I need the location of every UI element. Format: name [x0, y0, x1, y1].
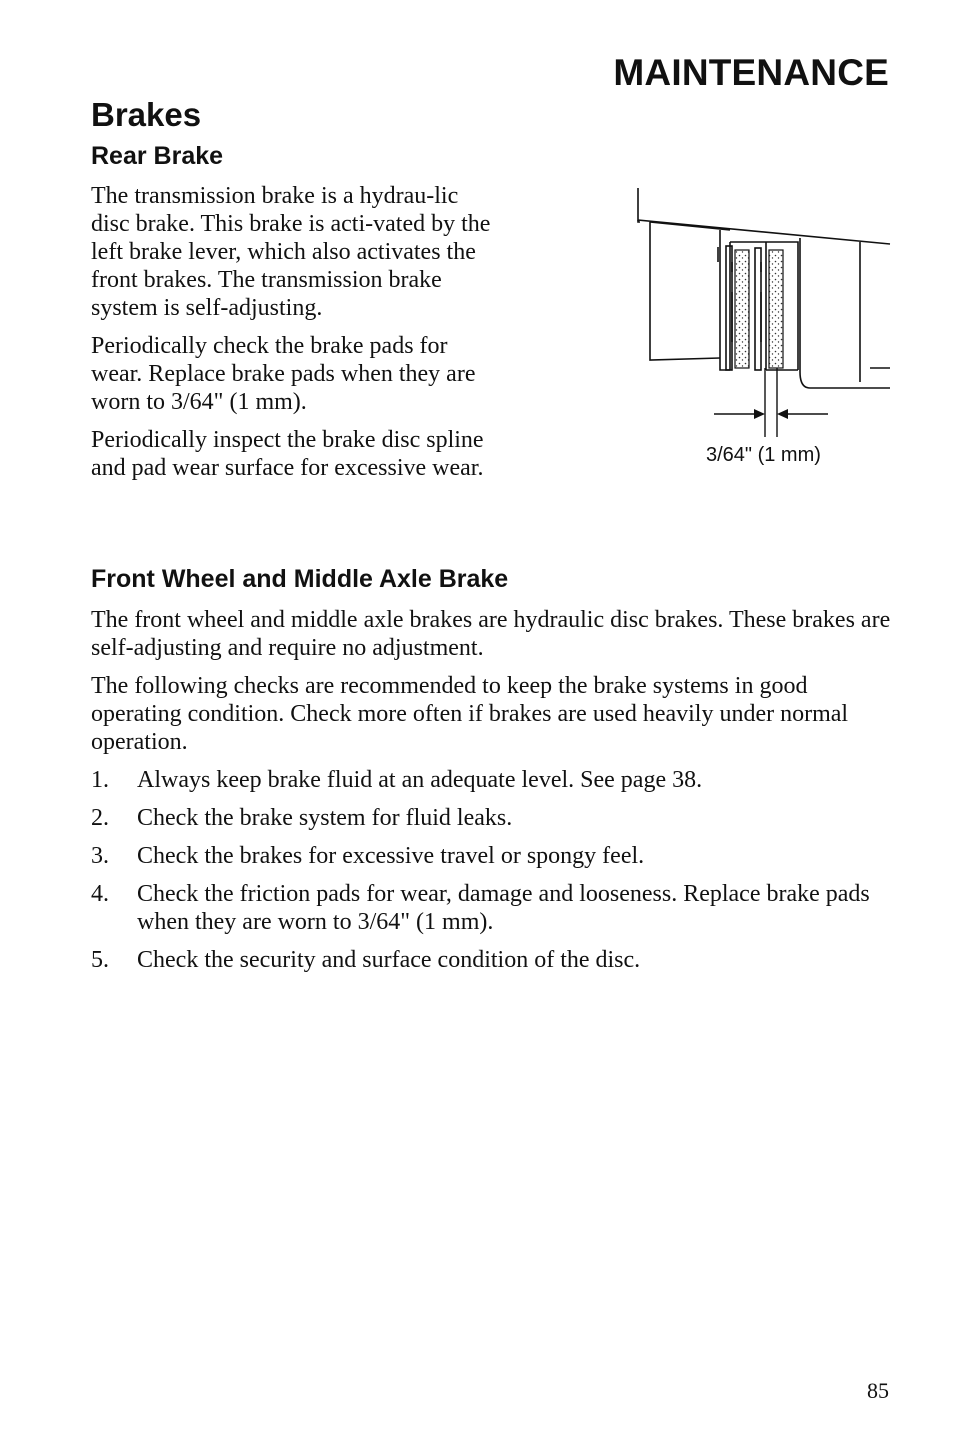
page-number: 85 [867, 1378, 889, 1403]
section-header: MAINTENANCE [613, 52, 889, 93]
rear-brake-paragraph-2: Periodically check the brake pads for wear. Replace brake pads when they are worn to 3/64" (1 mm). [91, 333, 476, 415]
page-title: Brakes [91, 96, 202, 133]
list-item [91, 880, 891, 936]
front-brake-heading: Front Wheel and Middle Axle Brake [91, 565, 509, 593]
list-item-text: Check the security and surface condition of the disc. [137, 947, 641, 973]
rear-brake-paragraph-3: Periodically inspect the brake disc spline and pad wear surface for excessive wear. [91, 427, 484, 481]
wear-limit-caption: 3/64" (1 mm) [706, 444, 821, 466]
list-item-number: 1. [91, 767, 109, 793]
list-item [91, 842, 891, 870]
brake-pad-wear-diagram [630, 182, 895, 477]
rear-brake-paragraph-1: The transmission brake is a hydrau-lic disc brake. This brake is acti-vated by the left brake lever, which also activates the front brakes. The transmission brake system is self-adjusting. [91, 183, 491, 321]
list-item [91, 804, 891, 832]
front-brake-paragraph-1: The front wheel and middle axle brakes are hydraulic disc brakes. These brakes are self-adjusting and require no adjustment. [91, 607, 891, 661]
list-item-text: Check the friction pads for wear, damage and looseness. Replace brake pads when they are worn to 3/64" (1 mm). [137, 881, 870, 935]
rear-brake-heading: Rear Brake [91, 142, 224, 170]
list-item-number: 3. [91, 843, 109, 869]
list-item-text: Check the brake system for fluid leaks. [137, 805, 513, 831]
list-item-number: 2. [91, 805, 109, 831]
list-item [91, 946, 891, 974]
front-brake-paragraph-2: The following checks are recommended to keep the brake systems in good operating condition. Check more often if brakes are used heavily under normal operation. [91, 673, 849, 755]
brake-pad-illustration [630, 182, 895, 442]
front-brake-text [91, 606, 891, 984]
list-item-text: Always keep brake fluid at an adequate level. See page 38. [137, 767, 703, 793]
list-item-text: Check the brakes for excessive travel or spongy feel. [137, 843, 645, 869]
list-item [91, 766, 891, 794]
list-item-number: 4. [91, 881, 109, 907]
list-item-number: 5. [91, 947, 109, 973]
rear-brake-text [91, 182, 496, 492]
brake-checklist [91, 766, 891, 974]
